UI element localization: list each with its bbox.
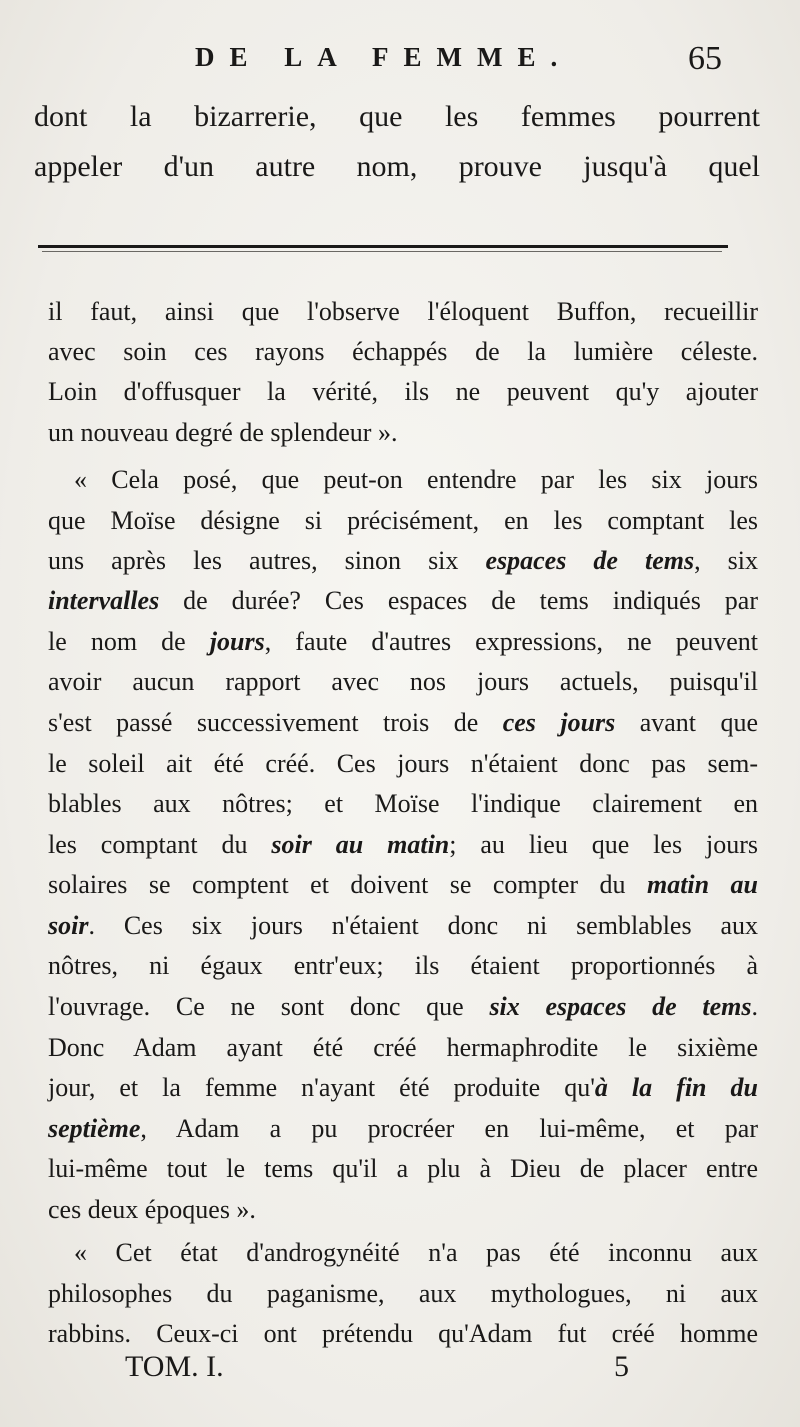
text-segment: , six	[694, 546, 758, 575]
text-segment: uns après les autres, sinon six	[48, 546, 486, 575]
footnote-line: Loin d'offusquer la vérité, ils ne peuvent qu'y ajouter	[48, 377, 758, 406]
footnote-line	[48, 911, 758, 941]
footnote-line: un nouveau degré de splendeur ».	[48, 418, 398, 447]
running-title: DE LA FEMME.	[195, 42, 573, 72]
main-text-line: appeler d'un autre nom, prouve jusqu'à quel	[34, 150, 760, 183]
text-segment: .	[751, 992, 759, 1021]
page-number: 65	[688, 40, 722, 77]
footnote-line: lui-même tout le tems qu'il a plu à Dieu de placer entre	[48, 1154, 758, 1183]
footnote-line: il faut, ainsi que l'observe l'éloquent Buffon, recueillir	[48, 297, 758, 326]
footnote-rule-thin	[42, 251, 722, 252]
signature-mark: TOM. I.	[125, 1350, 224, 1383]
italic-phrase: ces jours	[502, 708, 616, 737]
italic-phrase: jours	[209, 627, 265, 656]
footnote-line: rabbins. Ceux-ci ont prétendu qu'Adam fut créé homme	[48, 1319, 758, 1348]
footnote-line: « Cet état d'androgynéité n'a pas été inconnu aux	[74, 1238, 758, 1267]
italic-phrase: soir	[48, 911, 89, 940]
footnote-line: Donc Adam ayant été créé hermaphrodite le sixième	[48, 1033, 758, 1062]
footnote-line	[48, 586, 758, 616]
text-segment: l'ouvrage. Ce ne sont donc que	[48, 992, 490, 1021]
text-segment: , faute d'autres expressions, ne peuvent	[264, 627, 758, 656]
footnote-line	[48, 627, 758, 657]
running-head	[0, 40, 800, 90]
footnote-line	[48, 992, 758, 1022]
italic-phrase: à la fin du	[594, 1073, 758, 1102]
text-segment: avant que	[615, 708, 758, 737]
signature-number: 5	[614, 1350, 629, 1383]
text-segment: , Adam a pu procréer en lui-même, et par	[140, 1114, 758, 1143]
footnote-line: que Moïse désigne si précisément, en les comptant les	[48, 506, 758, 535]
footnote-line: ces deux époques ».	[48, 1195, 256, 1224]
footnote-line: avec soin ces rayons échappés de la lumière céleste.	[48, 337, 758, 366]
text-segment: le nom de	[48, 627, 210, 656]
text-segment: ; au lieu que les jours	[449, 830, 758, 859]
italic-phrase: septième	[48, 1114, 141, 1143]
footnote-line: philosophes du paganisme, aux mythologues, ni aux	[48, 1279, 758, 1308]
footnote-line	[48, 546, 758, 576]
text-segment: les comptant du	[48, 830, 272, 859]
text-segment: s'est passé successivement trois de	[48, 708, 503, 737]
italic-phrase: six espaces de tems	[489, 992, 752, 1021]
footnote-line	[48, 1073, 758, 1103]
footnote-rule	[38, 245, 728, 248]
italic-phrase: intervalles	[48, 586, 160, 615]
text-segment: solaires se comptent et doivent se compter du	[48, 870, 647, 899]
footnote-line: blables aux nôtres; et Moïse l'indique clairement en	[48, 789, 758, 818]
italic-phrase: matin au	[646, 870, 759, 899]
footnote-line	[48, 1114, 758, 1144]
footnote-line	[48, 708, 758, 738]
main-text-line: dont la bizarrerie, que les femmes pourrent	[34, 100, 760, 133]
footnote-line: nôtres, ni égaux entr'eux; ils étaient proportionnés à	[48, 951, 758, 980]
footnote-line: « Cela posé, que peut-on entendre par les six jours	[74, 465, 758, 494]
text-segment: jour, et la femme n'ayant été produite qu'	[48, 1073, 595, 1102]
footnote-line	[48, 870, 758, 900]
page-footer	[0, 1350, 800, 1400]
italic-phrase: soir au matin	[271, 830, 450, 859]
footnote-line	[48, 830, 758, 860]
text-segment: . Ces six jours n'étaient donc ni semblables aux	[88, 911, 758, 940]
italic-phrase: espaces de tems	[485, 546, 695, 575]
footnote-line: avoir aucun rapport avec nos jours actuels, puisqu'il	[48, 667, 758, 696]
footnote-line: le soleil ait été créé. Ces jours n'étaient donc pas sem-	[48, 749, 758, 778]
text-segment: de durée? Ces espaces de tems indiqués par	[159, 586, 758, 615]
